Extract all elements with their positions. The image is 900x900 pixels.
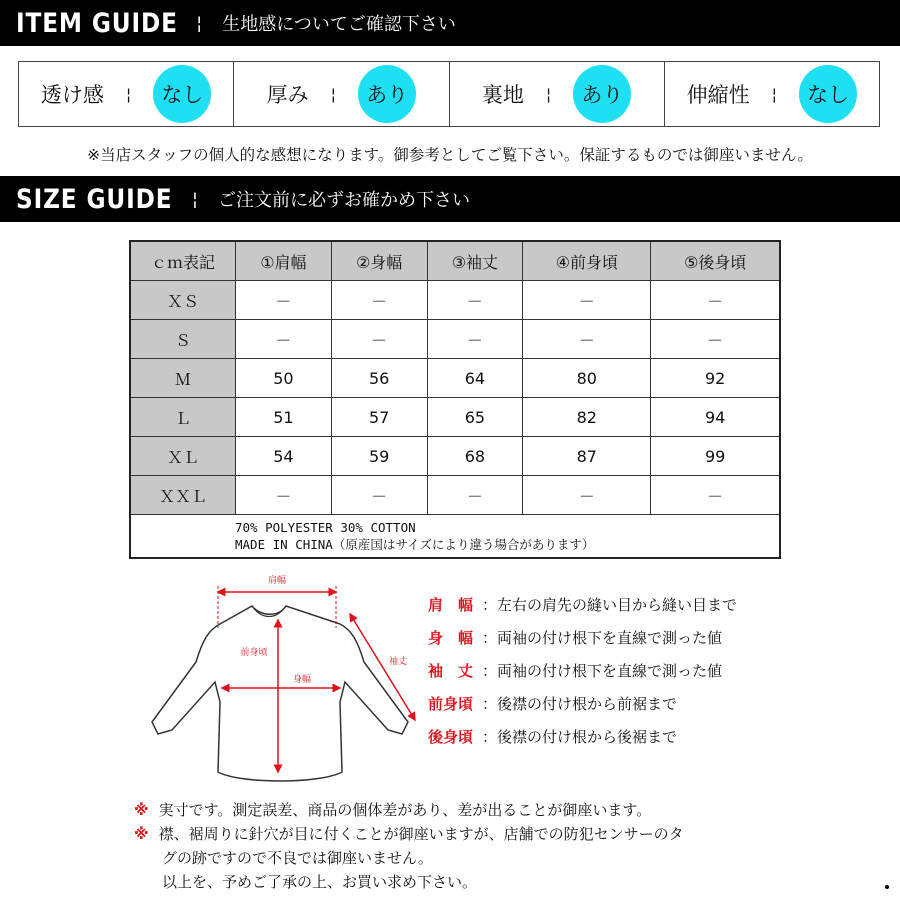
material-info	[130, 515, 780, 559]
attribute-stretch	[665, 62, 879, 126]
table-cell: －	[331, 476, 427, 515]
disclaimer-line: 以上を、予めご了承の上、お買い求め下さい。	[162, 873, 478, 891]
table-cell: 82	[523, 398, 651, 437]
table-row	[130, 359, 780, 398]
size-label: ＸＸＬ	[130, 476, 236, 515]
table-cell: －	[651, 320, 780, 359]
country-of-origin: MADE IN CHINA（原産国はサイズにより違う場合があります）	[235, 537, 595, 552]
table-row	[130, 281, 780, 320]
disclaimer-notes	[134, 798, 684, 894]
definition-item	[428, 660, 737, 693]
table-cell: 51	[236, 398, 332, 437]
size-label: ＸＳ	[130, 281, 236, 320]
size-guide-subtitle: ご注文前に必ずお確かめ下さい	[217, 190, 470, 211]
attribute-label: 伸縮性	[686, 83, 750, 107]
label-body-width: 身幅	[292, 675, 312, 685]
definition-term: 肩 幅	[428, 596, 474, 614]
table-cell: －	[331, 320, 427, 359]
table-cell: 64	[427, 359, 523, 398]
table-row	[130, 437, 780, 476]
material-row	[130, 515, 780, 559]
header-unit: ｃｍ表記	[130, 241, 236, 281]
table-row	[130, 476, 780, 515]
table-cell: 54	[236, 437, 332, 476]
size-guide-title: SIZE GUIDE	[16, 183, 173, 215]
attribute-separator: ¦	[545, 84, 552, 104]
attribute-value-badge: あり	[358, 65, 416, 123]
table-cell: －	[523, 281, 651, 320]
label-sleeve: 袖丈	[388, 657, 408, 667]
table-cell: －	[331, 281, 427, 320]
size-guide-separator: ¦	[191, 188, 198, 210]
size-label: ＸＬ	[130, 437, 236, 476]
definition-item	[428, 693, 737, 726]
note-text: 実寸です。測定誤差、商品の個体差があり、差が出ることが御座います。	[158, 801, 652, 819]
definition-text: ：両袖の付け根下を直線で測った値	[482, 662, 723, 680]
table-header-row	[130, 241, 780, 281]
table-cell: －	[651, 476, 780, 515]
definition-term: 身 幅	[428, 629, 474, 647]
attribute-label: 厚み	[266, 83, 309, 107]
measurement-diagram	[140, 572, 420, 787]
attribute-separator: ¦	[330, 84, 337, 104]
table-cell: －	[523, 476, 651, 515]
material-composition: 70% POLYESTER 30% COTTON	[235, 520, 416, 535]
definition-text: ：後襟の付け根から後裾まで	[482, 728, 678, 746]
table-cell: 56	[331, 359, 427, 398]
attribute-separator: ¦	[125, 84, 132, 104]
size-label: Ｓ	[130, 320, 236, 359]
attribute-value-badge: あり	[573, 65, 631, 123]
attribute-separator: ¦	[771, 84, 778, 104]
item-guide-separator: ¦	[196, 12, 203, 34]
table-cell: 65	[427, 398, 523, 437]
attribute-lining	[450, 62, 665, 126]
table-cell: 59	[331, 437, 427, 476]
table-cell: －	[523, 320, 651, 359]
header-body-width: ②身幅	[331, 241, 427, 281]
staff-opinion-note: ※当店スタッフの個人的な感想になります。御参考としてご覧下さい。保証するものでは御座いません。	[87, 146, 813, 164]
sleeve-arrow	[350, 614, 415, 720]
note-mark: ※	[134, 801, 149, 819]
definition-item	[428, 627, 737, 660]
table-cell: －	[236, 281, 332, 320]
header-shoulder: ①肩幅	[236, 241, 332, 281]
item-guide-subtitle: 生地感についてご確認下さい	[222, 14, 456, 35]
header-sleeve: ③袖丈	[427, 241, 523, 281]
note-text: 襟、裾周りに針穴が目に付くことが御座いますが、店舗での防犯センサーのタ	[158, 825, 684, 843]
disclaimer-line: グの跡ですので不良では御座いません。	[162, 849, 433, 867]
size-guide-header	[0, 176, 900, 222]
corner-dot	[885, 885, 889, 889]
table-cell: 94	[651, 398, 780, 437]
table-cell: －	[427, 320, 523, 359]
table-cell: 87	[523, 437, 651, 476]
header-front-length: ④前身頃	[523, 241, 651, 281]
table-cell: －	[427, 281, 523, 320]
definition-text: ：左右の肩先の縫い目から縫い目まで	[482, 596, 738, 614]
item-guide-title: ITEM GUIDE	[16, 7, 178, 39]
table-cell: －	[236, 320, 332, 359]
attribute-value-badge: なし	[799, 65, 857, 123]
table-cell: 50	[236, 359, 332, 398]
table-cell: 99	[651, 437, 780, 476]
fabric-attributes	[18, 61, 880, 127]
definition-text: ：両袖の付け根下を直線で測った値	[482, 629, 723, 647]
attribute-transparency	[19, 62, 234, 126]
definition-text: ：後襟の付け根から前裾まで	[482, 695, 678, 713]
table-row	[130, 398, 780, 437]
header-back-length: ⑤後身頃	[651, 241, 780, 281]
table-cell: －	[651, 281, 780, 320]
attribute-label: 裏地	[481, 83, 524, 107]
definition-term: 後身頃	[428, 728, 474, 746]
attribute-thickness	[234, 62, 449, 126]
measurement-definitions	[428, 594, 737, 759]
note-mark: ※	[134, 825, 149, 843]
shirt-outline	[152, 606, 408, 781]
size-table	[129, 240, 781, 559]
table-row	[130, 320, 780, 359]
table-cell: －	[427, 476, 523, 515]
size-label: Ｌ	[130, 398, 236, 437]
definition-term: 前身頃	[428, 695, 474, 713]
label-front-length: 前身頃	[240, 648, 268, 658]
definition-item	[428, 726, 737, 759]
attribute-value-badge: なし	[153, 65, 211, 123]
table-cell: －	[236, 476, 332, 515]
table-cell: 57	[331, 398, 427, 437]
table-cell: 80	[523, 359, 651, 398]
table-cell: 92	[651, 359, 780, 398]
disclaimer-line	[134, 798, 684, 822]
definition-term: 袖 丈	[428, 662, 474, 680]
label-shoulder: 肩幅	[267, 576, 287, 586]
size-label: Ｍ	[130, 359, 236, 398]
definition-item	[428, 594, 737, 627]
disclaimer-line	[134, 822, 684, 846]
attribute-label: 透け感	[40, 83, 104, 107]
table-cell: 68	[427, 437, 523, 476]
item-guide-header	[0, 0, 900, 46]
